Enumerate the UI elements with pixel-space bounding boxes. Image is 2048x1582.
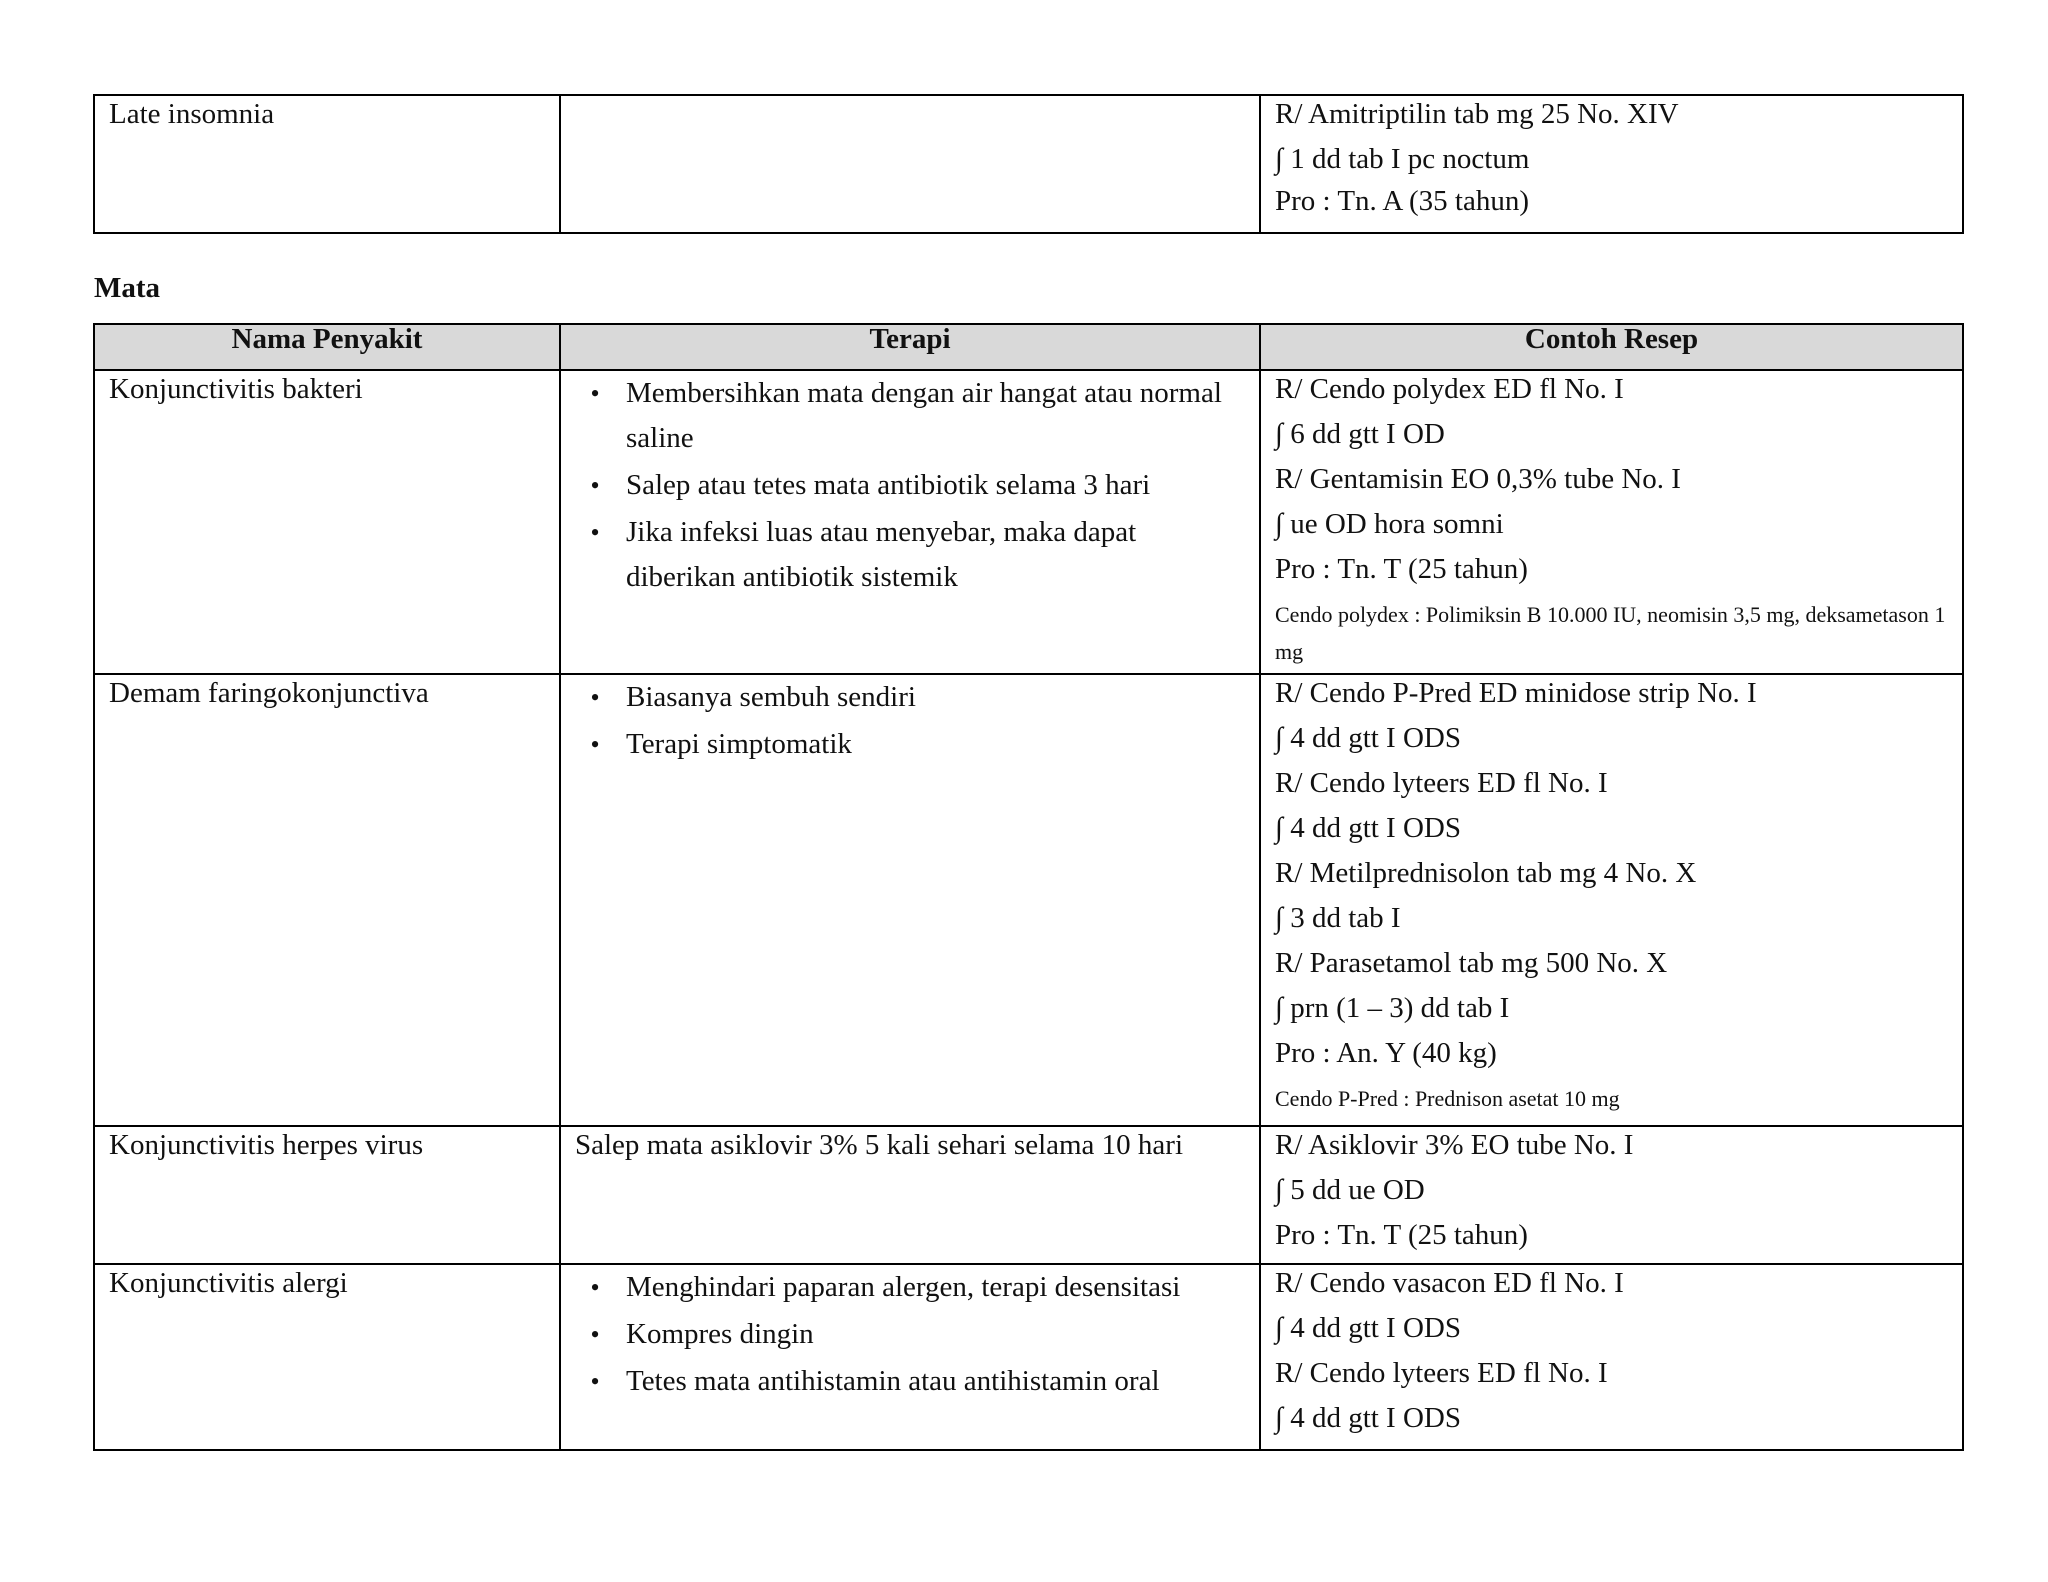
therapy-item bbox=[575, 510, 1245, 600]
disease-cell bbox=[94, 1264, 560, 1450]
bullet-icon: • bbox=[590, 518, 600, 547]
therapy-item-text: Terapi simptomatik bbox=[626, 728, 852, 760]
therapy-item bbox=[575, 1312, 1245, 1357]
recipe-line: ∫ 4 dd gtt I ODS bbox=[1275, 722, 1461, 754]
therapy-list bbox=[575, 371, 1245, 600]
recipe-line: R/ Asiklovir 3% EO tube No. I bbox=[1275, 1129, 1634, 1161]
bullet-icon: • bbox=[590, 379, 600, 408]
recipe-line: ∫ 5 dd ue OD bbox=[1275, 1174, 1425, 1206]
recipe-note: Cendo polydex : Polimiksin B 10.000 IU, neomisin 3,5 mg, deksametason 1 mg bbox=[1275, 602, 1946, 664]
therapy-table bbox=[93, 323, 1964, 1451]
recipe-line: R/ Gentamisin EO 0,3% tube No. I bbox=[1275, 463, 1681, 495]
table-row bbox=[94, 370, 1963, 674]
disease-cell bbox=[94, 674, 560, 1126]
recipe-line: Pro : Tn. T (25 tahun) bbox=[1275, 553, 1528, 585]
previous-table bbox=[93, 94, 1964, 234]
disease-name: Late insomnia bbox=[109, 98, 275, 130]
disease-name: Konjunctivitis alergi bbox=[109, 1267, 348, 1299]
recipe-cell bbox=[1260, 370, 1963, 674]
recipe-line: ∫ 4 dd gtt I ODS bbox=[1275, 812, 1461, 844]
recipe-line: Pro : An. Y (40 kg) bbox=[1275, 1037, 1497, 1069]
recipe-line: ∫ 1 dd tab I pc noctum bbox=[1275, 143, 1530, 175]
bullet-icon: • bbox=[590, 683, 600, 712]
recipe-line: R/ Cendo lyteers ED fl No. I bbox=[1275, 1357, 1608, 1389]
recipe-line: ∫ 3 dd tab I bbox=[1275, 902, 1401, 934]
recipe-line: ∫ prn (1 – 3) dd tab I bbox=[1275, 992, 1510, 1024]
recipe-cell bbox=[1260, 1126, 1963, 1264]
bullet-icon: • bbox=[590, 1320, 600, 1349]
therapy-item-text: Tetes mata antihistamin atau antihistamin oral bbox=[626, 1365, 1160, 1397]
therapy-list bbox=[575, 675, 1245, 767]
recipe-line: R/ Cendo vasacon ED fl No. I bbox=[1275, 1267, 1624, 1299]
therapy-item bbox=[575, 1359, 1245, 1404]
recipe-cell bbox=[1260, 1264, 1963, 1450]
table-row bbox=[94, 95, 1963, 233]
disease-cell bbox=[94, 95, 560, 233]
disease-name: Konjunctivitis herpes virus bbox=[109, 1129, 424, 1161]
column-header-recipe: Contoh Resep bbox=[1260, 324, 1963, 370]
recipe-line: R/ Cendo lyteers ED fl No. I bbox=[1275, 767, 1608, 799]
bullet-icon: • bbox=[590, 471, 600, 500]
therapy-list bbox=[575, 1265, 1245, 1404]
therapy-item-text: Kompres dingin bbox=[626, 1318, 814, 1350]
therapy-item bbox=[575, 463, 1245, 508]
therapy-item-text: Salep atau tetes mata antibiotik selama 3 hari bbox=[626, 469, 1151, 501]
column-header-therapy: Terapi bbox=[560, 324, 1260, 370]
disease-name: Demam faringokonjunctiva bbox=[109, 677, 429, 709]
therapy-item-text: Membersihkan mata dengan air hangat atau normal saline bbox=[626, 377, 1222, 454]
recipe-note: Cendo P-Pred : Prednison asetat 10 mg bbox=[1275, 1086, 1620, 1111]
therapy-cell bbox=[560, 370, 1260, 674]
recipe-cell bbox=[1260, 674, 1963, 1126]
bullet-icon: • bbox=[590, 1273, 600, 1302]
disease-name: Konjunctivitis bakteri bbox=[109, 373, 363, 405]
recipe-line: Pro : Tn. A (35 tahun) bbox=[1275, 185, 1530, 217]
therapy-item bbox=[575, 1265, 1245, 1310]
therapy-cell bbox=[560, 1264, 1260, 1450]
recipe-line: R/ Cendo polydex ED fl No. I bbox=[1275, 373, 1624, 405]
table-row bbox=[94, 674, 1963, 1126]
therapy-text: Salep mata asiklovir 3% 5 kali sehari selama 10 hari bbox=[575, 1129, 1184, 1161]
recipe-line: R/ Metilprednisolon tab mg 4 No. X bbox=[1275, 857, 1697, 889]
bullet-icon: • bbox=[590, 1367, 600, 1396]
therapy-item-text: Menghindari paparan alergen, terapi desensitasi bbox=[626, 1271, 1181, 1303]
therapy-item-text: Biasanya sembuh sendiri bbox=[626, 681, 916, 713]
disease-cell bbox=[94, 370, 560, 674]
recipe-line: R/ Cendo P-Pred ED minidose strip No. I bbox=[1275, 677, 1757, 709]
recipe-line: R/ Amitriptilin tab mg 25 No. XIV bbox=[1275, 98, 1679, 130]
recipe-line: Pro : Tn. T (25 tahun) bbox=[1275, 1219, 1528, 1251]
recipe-line: ∫ ue OD hora somni bbox=[1275, 508, 1504, 540]
column-header-disease: Nama Penyakit bbox=[94, 324, 560, 370]
bullet-icon: • bbox=[590, 730, 600, 759]
therapy-cell bbox=[560, 1126, 1260, 1264]
table-header-row bbox=[94, 324, 1963, 370]
table-row bbox=[94, 1126, 1963, 1264]
recipe-line: ∫ 4 dd gtt I ODS bbox=[1275, 1312, 1461, 1344]
therapy-cell bbox=[560, 95, 1260, 233]
therapy-cell bbox=[560, 674, 1260, 1126]
recipe-line: ∫ 6 dd gtt I OD bbox=[1275, 418, 1445, 450]
therapy-item bbox=[575, 371, 1245, 461]
recipe-cell bbox=[1260, 95, 1963, 233]
disease-cell bbox=[94, 1126, 560, 1264]
therapy-item-text: Jika infeksi luas atau menyebar, maka dapat diberikan antibiotik sistemik bbox=[626, 516, 1137, 593]
table-row bbox=[94, 1264, 1963, 1450]
recipe-line: R/ Parasetamol tab mg 500 No. X bbox=[1275, 947, 1668, 979]
therapy-item bbox=[575, 675, 1245, 720]
therapy-item bbox=[575, 722, 1245, 767]
recipe-line: ∫ 4 dd gtt I ODS bbox=[1275, 1402, 1461, 1434]
section-title: Mata bbox=[94, 272, 161, 304]
